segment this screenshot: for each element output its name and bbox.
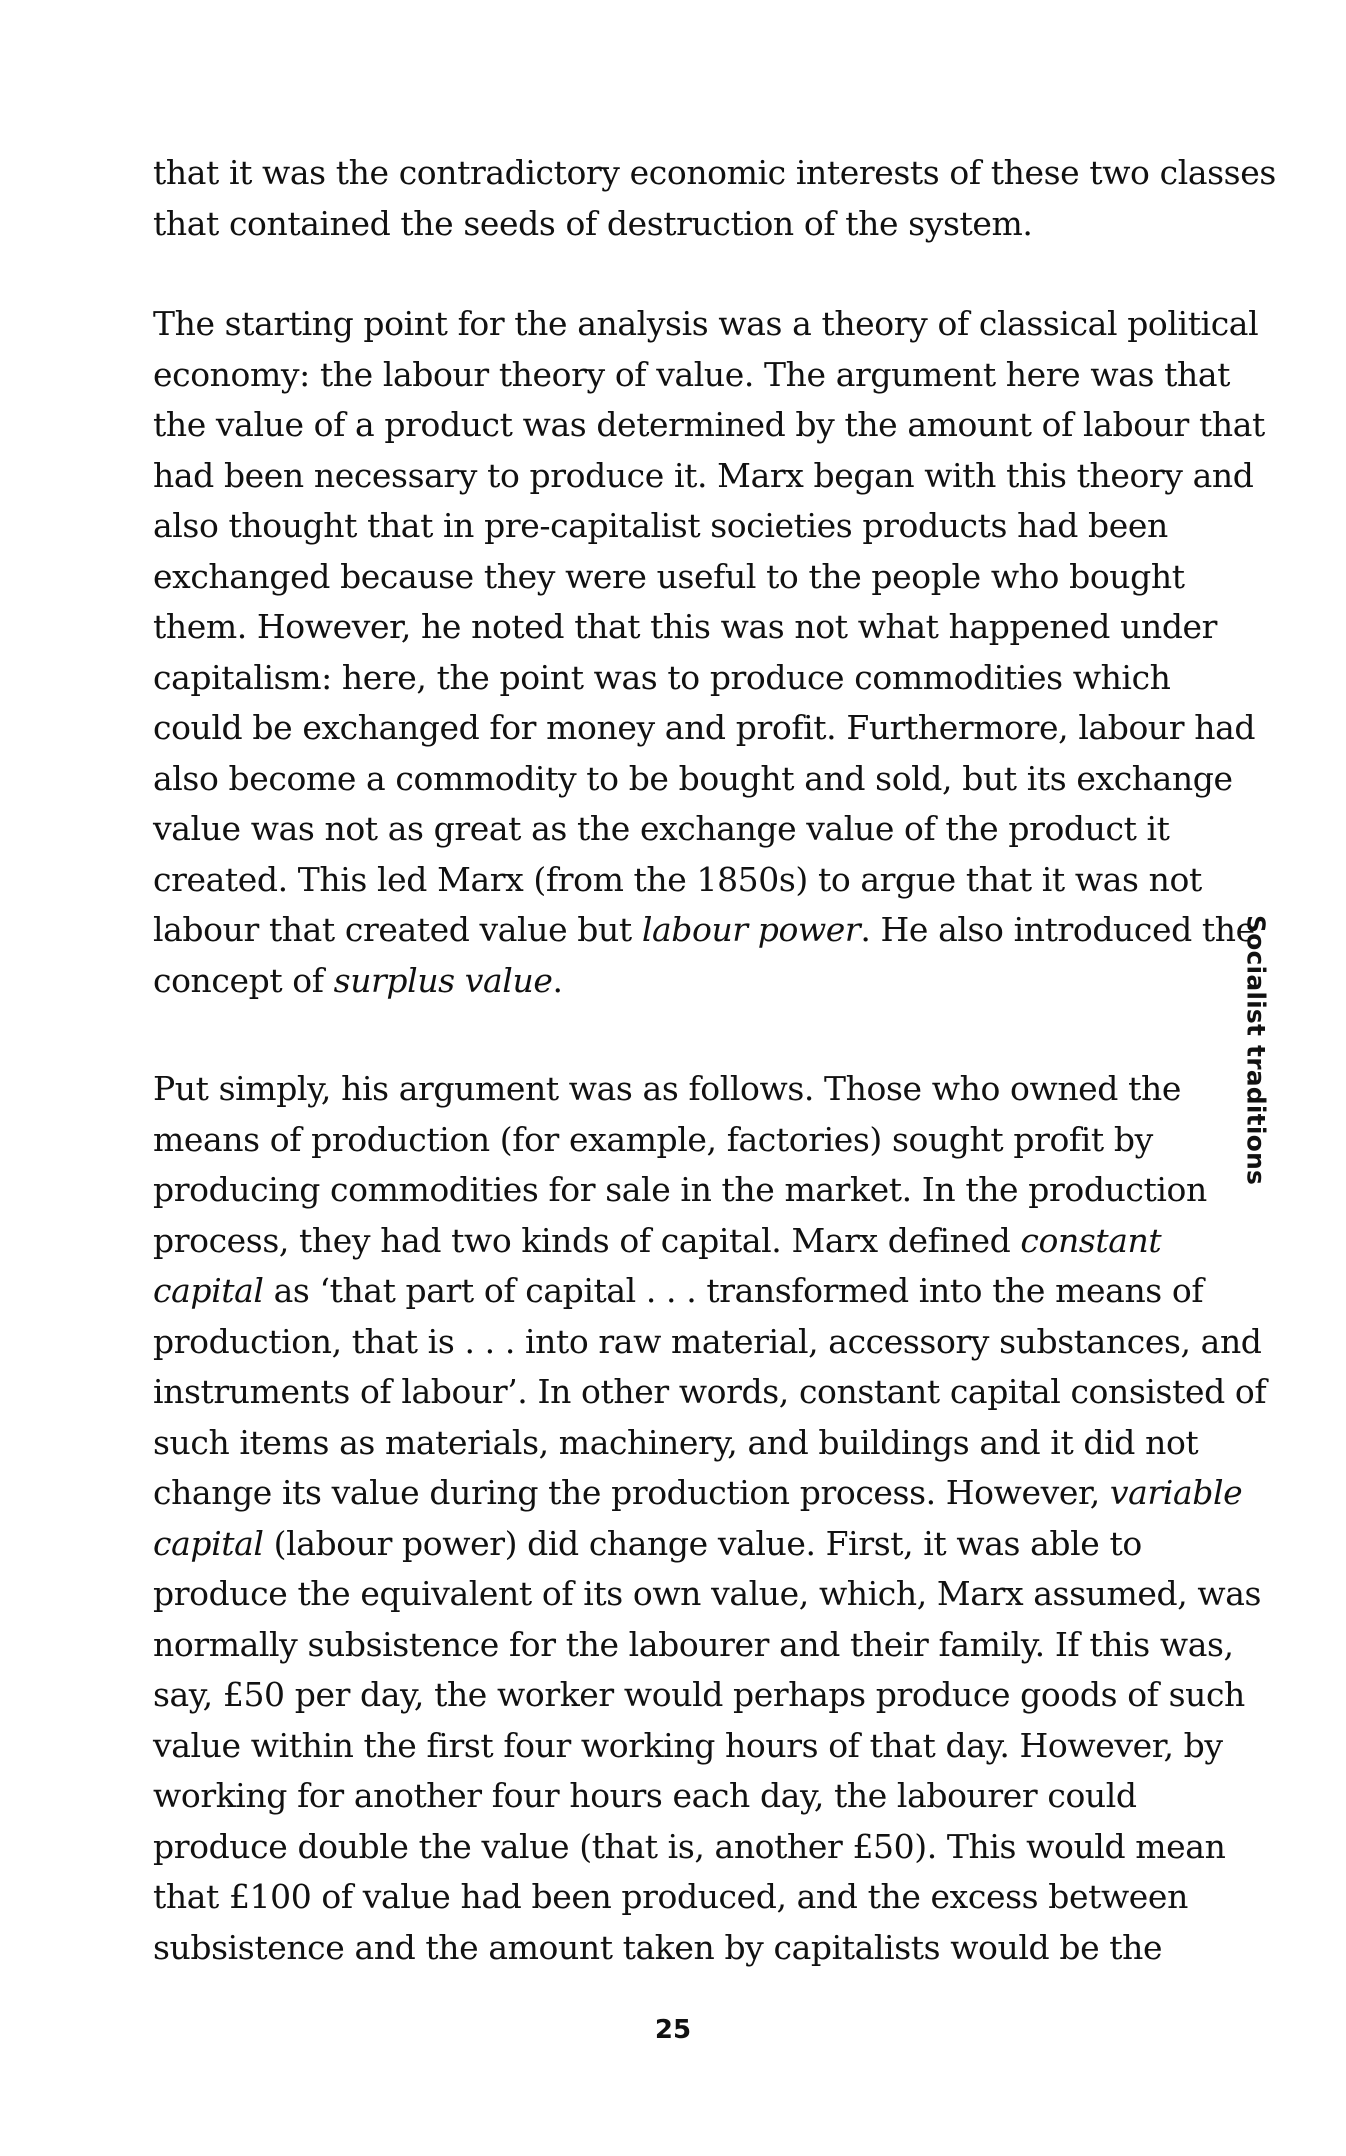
text-run: change its value during the production process. However, — [153, 1473, 1110, 1512]
text-line: instruments of labour’. In other words, constant capital consisted of — [153, 1372, 1267, 1411]
text-run: (labour power) did change value. First, it was able to — [263, 1523, 1142, 1563]
text-line: the value of a product was determined by the amount of labour that — [153, 405, 1265, 444]
italic-term-surplus-value: surplus value — [333, 960, 553, 1000]
text-run: . He also introduced the — [860, 910, 1255, 949]
text-line: The starting point for the analysis was a theory of classical political — [153, 304, 1259, 343]
text-run: as ‘that part of capital . . . transformed into the means of — [263, 1271, 1204, 1310]
text-line: value was not as great as the exchange value of the product it — [153, 809, 1170, 848]
text-line: say, £50 per day, the worker would perhaps produce goods of such — [153, 1675, 1245, 1714]
text-line: normally subsistence for the labourer and their family. If this was, — [153, 1624, 1234, 1664]
text-line: also thought that in pre-capitalist societies products had been — [153, 506, 1168, 545]
italic-term-variable: variable — [1109, 1473, 1243, 1512]
text-line: had been necessary to produce it. Marx began with this theory and — [153, 455, 1254, 495]
text-line: working for another four hours each day, the labourer could — [153, 1776, 1137, 1815]
text-run: labour that created value but — [153, 910, 642, 949]
text-line: created. This led Marx (from the 1850s) to argue that it was not — [153, 859, 1202, 899]
italic-term-labour-power: labour power — [641, 910, 861, 949]
text-line — [153, 905, 1255, 956]
text-run: . — [552, 960, 563, 1000]
page-number: 25 — [654, 2015, 692, 2045]
text-line: capitalism: here, the point was to produce commodities which — [153, 657, 1171, 697]
text-line: subsistence and the amount taken by capitalists would be the — [153, 1927, 1163, 1967]
text-line: Put simply, his argument was as follows. Those who owned the — [153, 1069, 1181, 1108]
paragraph-1 — [153, 148, 1276, 249]
text-line — [153, 1266, 1223, 1317]
italic-term-capital: capital — [153, 1523, 264, 1563]
text-line: that it was the contradictory economic interests of these two classes — [153, 153, 1276, 192]
paragraph-3 — [153, 1064, 1267, 1973]
text-line: that £100 of value had been produced, and the excess between — [153, 1877, 1188, 1916]
text-line — [153, 1468, 1243, 1519]
italic-term-constant: constant — [1020, 1220, 1162, 1260]
text-line: also become a commodity to be bought and sold, but its exchange — [153, 758, 1233, 798]
text-line: such items as materials, machinery, and buildings and it did not — [153, 1422, 1199, 1462]
paragraph-2 — [153, 299, 1265, 1006]
text-line: produce double the value (that is, another £50). This would mean — [153, 1826, 1226, 1866]
italic-term-capital: capital — [153, 1271, 264, 1310]
text-line: producing commodities for sale in the market. In the production — [153, 1170, 1207, 1209]
text-line: produce the equivalent of its own value, which, Marx assumed, was — [153, 1574, 1262, 1613]
text-line — [153, 1519, 1223, 1570]
text-line: production, that is . . . into raw material, accessory substances, and — [153, 1321, 1262, 1361]
text-line — [153, 956, 1223, 1007]
text-line: them. However, he noted that this was not what happened under — [153, 607, 1218, 646]
text-run: concept of — [153, 960, 334, 1000]
text-line: economy: the labour theory of value. The argument here was that — [153, 354, 1230, 394]
text-line: exchanged because they were useful to the people who bought — [153, 556, 1185, 596]
text-line: means of production (for example, factories) sought profit by — [153, 1119, 1153, 1159]
text-line: that contained the seeds of destruction of the system. — [153, 203, 1033, 243]
text-run: process, they had two kinds of capital. Marx defined — [153, 1220, 1021, 1260]
text-line — [153, 1216, 1223, 1267]
running-head: Socialist traditions — [1241, 914, 1271, 1186]
text-line: value within the first four working hours of that day. However, by — [153, 1725, 1223, 1765]
text-line: could be exchanged for money and profit. Furthermore, labour had — [153, 708, 1256, 747]
